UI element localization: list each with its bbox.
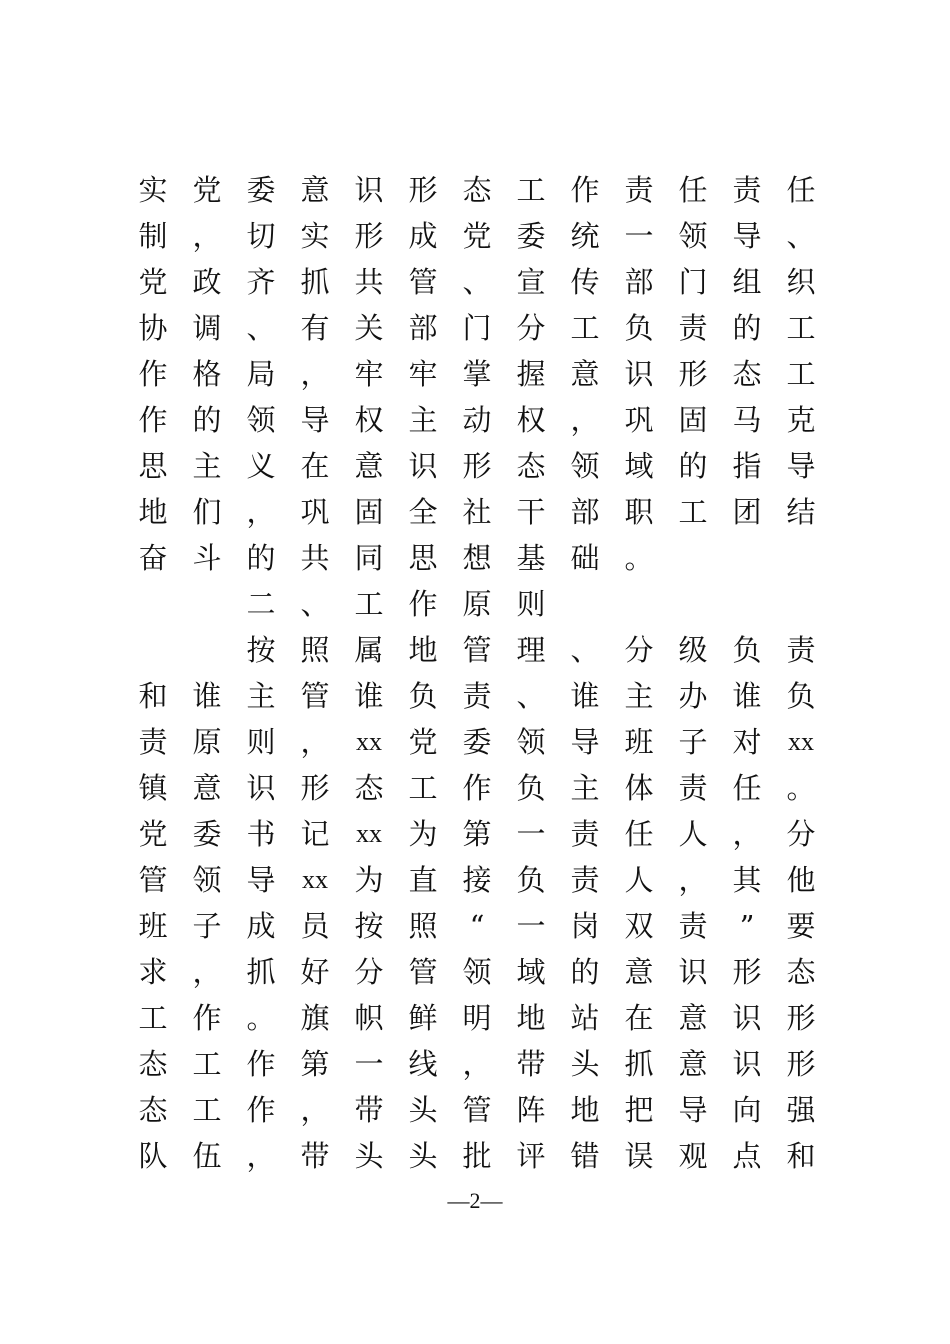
text-char: 抓 [246,955,276,989]
text-char: 第 [462,817,492,851]
text-char: 想 [462,541,492,575]
text-line [0,167,950,213]
text-char: 责 [570,817,600,851]
text-line [0,765,950,811]
text-char: 、 [786,219,816,253]
text-char: 谁 [570,679,600,713]
text-char: 作 [246,1093,276,1127]
text-line [0,351,950,397]
text-line [0,305,950,351]
text-char: 错 [570,1139,600,1173]
text-char: 谁 [732,679,762,713]
text-char: 奋 [138,541,168,575]
text-char: 职 [624,495,654,529]
text-char: 局 [246,357,276,391]
text-char: 态 [786,955,816,989]
text-char: 形 [732,955,762,989]
body-text [0,167,950,1179]
text-char: 实 [138,173,168,207]
text-char: 基 [516,541,546,575]
text-char: 的 [678,449,708,483]
text-char: 照 [408,909,438,943]
text-char: 谁 [354,679,384,713]
text-char: 态 [462,173,492,207]
text-char: ， [300,357,330,391]
text-char: 切 [246,219,276,253]
text-char: 作 [570,173,600,207]
text-char: 误 [624,1139,654,1173]
text-char: 责 [462,679,492,713]
text-char: 掌 [462,357,492,391]
text-char: 组 [732,265,762,299]
text-char: 头 [408,1093,438,1127]
text-char: 按 [354,909,384,943]
text-char: 格 [192,357,222,391]
text-char: 、 [300,587,330,621]
text-char: 导 [300,403,330,437]
text-char: 主 [570,771,600,805]
text-char: 作 [246,1047,276,1081]
text-char: 结 [786,495,816,529]
text-char: xx [356,727,382,756]
text-char: 工 [516,173,546,207]
text-line [0,949,950,995]
text-char: 责 [570,863,600,897]
text-char: 负 [408,679,438,713]
text-char: ， [732,817,762,851]
text-char: 全 [408,495,438,529]
text-char: 、 [516,679,546,713]
text-char: 班 [624,725,654,759]
text-char: ， [192,955,222,989]
text-char: 谁 [192,679,222,713]
text-char: 动 [462,403,492,437]
text-char: 在 [624,1001,654,1035]
text-char: 识 [678,955,708,989]
text-char: 级 [678,633,708,667]
text-char: 域 [516,955,546,989]
text-char: 工 [408,771,438,805]
text-char: 责 [678,311,708,345]
text-char: 委 [192,817,222,851]
text-char: 意 [570,357,600,391]
text-char: ， [300,725,330,759]
text-char: 分 [516,311,546,345]
text-char: 和 [138,679,168,713]
text-char: 管 [408,955,438,989]
text-char: 巩 [624,403,654,437]
text-char: 的 [192,403,222,437]
text-char: 工 [678,495,708,529]
text-char: 鲜 [408,1001,438,1035]
text-char: 形 [786,1001,816,1035]
text-char: 管 [462,633,492,667]
text-char: 作 [192,1001,222,1035]
text-char: 党 [408,725,438,759]
text-char: 批 [462,1139,492,1173]
text-char: 识 [246,771,276,805]
text-line [0,995,950,1041]
text-char: 同 [354,541,384,575]
text-char: 责 [678,771,708,805]
text-line [0,397,950,443]
text-char: 强 [786,1093,816,1127]
text-char: 领 [192,863,222,897]
text-char: 负 [786,679,816,713]
text-char: 分 [786,817,816,851]
text-line [0,719,950,765]
text-line [0,259,950,305]
text-char: 责 [786,633,816,667]
text-char: 作 [408,587,438,621]
text-char: 权 [516,403,546,437]
text-char: 识 [732,1047,762,1081]
text-char: 镇 [138,771,168,805]
text-char: 工 [570,311,600,345]
text-char: 旗 [300,1001,330,1035]
text-char: 书 [246,817,276,851]
text-char: 宣 [516,265,546,299]
text-char: xx [356,819,382,848]
text-char: 任 [624,817,654,851]
text-char: 记 [300,817,330,851]
text-char: ， [300,1093,330,1127]
text-char: 成 [246,909,276,943]
text-char: 岗 [570,909,600,943]
text-char: 固 [354,495,384,529]
text-char: 导 [570,725,600,759]
text-char: 牢 [354,357,384,391]
text-char: 地 [138,495,168,529]
text-char: 求 [138,955,168,989]
text-char: 调 [192,311,222,345]
text-char: 政 [192,265,222,299]
text-char: 抓 [300,265,330,299]
text-char: 领 [462,955,492,989]
text-char: 传 [570,265,600,299]
text-char: 管 [462,1093,492,1127]
text-char: 识 [408,449,438,483]
text-char: 伍 [192,1139,222,1173]
text-char: 阵 [516,1093,546,1127]
text-line [0,627,950,673]
text-char: 地 [516,1001,546,1035]
text-char: 。 [624,541,654,575]
text-char: 帜 [354,1001,384,1035]
text-char: 的 [732,311,762,345]
text-char: 工 [786,311,816,345]
text-char: 思 [138,449,168,483]
text-line [0,811,950,857]
text-char: 主 [624,679,654,713]
text-char: 形 [408,173,438,207]
text-char: 领 [516,725,546,759]
text-char: 统 [570,219,600,253]
text-char: 门 [462,311,492,345]
text-char: 工 [354,587,384,621]
text-char: 向 [732,1093,762,1127]
text-char: 权 [354,403,384,437]
text-char: 带 [300,1139,330,1173]
text-char: 部 [624,265,654,299]
text-char: 指 [732,449,762,483]
text-char: 则 [516,587,546,621]
text-char: 管 [138,863,168,897]
text-char: 为 [354,863,384,897]
text-line [0,673,950,719]
text-char: 意 [300,173,330,207]
text-char: 态 [354,771,384,805]
text-char: 一 [516,909,546,943]
text-char: 照 [300,633,330,667]
text-char: 巩 [300,495,330,529]
text-line [0,581,950,627]
text-char: 分 [354,955,384,989]
text-char: 评 [516,1139,546,1173]
text-char: 一 [516,817,546,851]
text-char: 一 [354,1047,384,1081]
text-char: 要 [786,909,816,943]
text-char: 门 [678,265,708,299]
text-char: 责 [138,725,168,759]
text-char: 织 [786,265,816,299]
text-char: 对 [732,725,762,759]
text-char: 抓 [624,1047,654,1081]
text-char: 。 [786,771,816,805]
text-char: 他 [786,863,816,897]
text-char: 识 [624,357,654,391]
text-char: 意 [192,771,222,805]
text-char: 责 [678,909,708,943]
text-char: 有 [300,311,330,345]
text-line [0,489,950,535]
text-char: 直 [408,863,438,897]
text-char: 接 [462,863,492,897]
text-char: 地 [570,1093,600,1127]
text-char: 共 [300,541,330,575]
text-char: 班 [138,909,168,943]
text-char: 实 [300,219,330,253]
text-char: 们 [192,495,222,529]
text-char: 态 [732,357,762,391]
text-char: 工 [138,1001,168,1035]
text-char: 双 [624,909,654,943]
text-char: 带 [516,1047,546,1081]
text-line [0,443,950,489]
text-char: 干 [516,495,546,529]
text-char: 责 [732,173,762,207]
text-char: 识 [732,1001,762,1035]
text-char: 导 [732,219,762,253]
text-char: 、 [246,311,276,345]
text-char: 作 [138,403,168,437]
text-char: 制 [138,219,168,253]
text-char: 党 [138,265,168,299]
text-char: 党 [462,219,492,253]
text-char: 态 [138,1047,168,1081]
text-char: 任 [786,173,816,207]
text-char: 二 [246,587,276,621]
text-char: 管 [300,679,330,713]
text-char: 第 [300,1047,330,1081]
text-char: 按 [246,633,276,667]
text-char: “ [469,909,485,943]
text-char: 委 [246,173,276,207]
text-char: 党 [192,173,222,207]
text-char: 义 [246,449,276,483]
text-char: 委 [516,219,546,253]
text-char: 牢 [408,357,438,391]
text-char: 态 [138,1093,168,1127]
text-line [0,535,950,581]
text-char: 意 [624,955,654,989]
text-char: 形 [462,449,492,483]
text-char: 一 [624,219,654,253]
text-char: 负 [732,633,762,667]
text-char: 形 [300,771,330,805]
text-char: 责 [624,173,654,207]
text-char: 员 [300,909,330,943]
text-char: ， [246,495,276,529]
text-char: 领 [246,403,276,437]
text-char: 站 [570,1001,600,1035]
text-char: 主 [246,679,276,713]
text-char: 团 [732,495,762,529]
text-char: 负 [516,771,546,805]
text-char: 、 [462,265,492,299]
text-char: 形 [354,219,384,253]
text-char: 分 [624,633,654,667]
text-char: 的 [570,955,600,989]
text-char: 、 [570,633,600,667]
text-char: 子 [192,909,222,943]
text-char: 理 [516,633,546,667]
text-char: 部 [570,495,600,529]
text-char: 思 [408,541,438,575]
text-char: 主 [408,403,438,437]
text-char: 队 [138,1139,168,1173]
text-char: 把 [624,1093,654,1127]
text-char: 在 [300,449,330,483]
text-char: 头 [408,1139,438,1173]
text-char: 社 [462,495,492,529]
text-char: 主 [192,449,222,483]
text-char: 为 [408,817,438,851]
text-char: 子 [678,725,708,759]
text-char: 点 [732,1139,762,1173]
text-char: 领 [570,449,600,483]
text-char: 线 [408,1047,438,1081]
text-char: 克 [786,403,816,437]
text-char: ” [739,909,755,943]
text-line [0,857,950,903]
text-char: 部 [408,311,438,345]
text-char: 形 [678,357,708,391]
text-line [0,1041,950,1087]
text-char: 头 [354,1139,384,1173]
text-char: 委 [462,725,492,759]
text-char: 办 [678,679,708,713]
text-char: ， [192,219,222,253]
text-char: 导 [678,1093,708,1127]
text-char: 成 [408,219,438,253]
text-char: 工 [192,1047,222,1081]
text-char: ， [678,863,708,897]
text-char: 管 [408,265,438,299]
text-char: ， [462,1047,492,1081]
text-char: 其 [732,863,762,897]
text-char: 关 [354,311,384,345]
text-char: 形 [786,1047,816,1081]
text-char: 原 [462,587,492,621]
text-char: 头 [570,1047,600,1081]
text-char: 和 [786,1139,816,1173]
text-char: 作 [138,357,168,391]
text-char: 任 [732,771,762,805]
text-char: 属 [354,633,384,667]
text-char: 则 [246,725,276,759]
text-char: 础 [570,541,600,575]
text-char: 马 [732,403,762,437]
text-char: 任 [678,173,708,207]
text-char: 的 [246,541,276,575]
text-char: 带 [354,1093,384,1127]
text-char: 作 [462,771,492,805]
text-char: 握 [516,357,546,391]
text-char: 意 [678,1047,708,1081]
text-char: 齐 [246,265,276,299]
text-char: 观 [678,1139,708,1173]
text-char: xx [788,727,814,756]
text-char: 领 [678,219,708,253]
text-line [0,213,950,259]
text-char: 域 [624,449,654,483]
text-char: 。 [246,1001,276,1035]
text-char: xx [302,865,328,894]
text-char: 人 [624,863,654,897]
text-char: 协 [138,311,168,345]
text-line [0,1087,950,1133]
text-char: ， [246,1139,276,1173]
text-char: 斗 [192,541,222,575]
text-char: 体 [624,771,654,805]
text-char: 导 [786,449,816,483]
text-char: 工 [786,357,816,391]
text-char: 固 [678,403,708,437]
text-char: 负 [624,311,654,345]
text-char: 人 [678,817,708,851]
page-number: —2— [447,1188,503,1213]
text-char: 意 [354,449,384,483]
text-char: 地 [408,633,438,667]
text-char: 共 [354,265,384,299]
text-char: 明 [462,1001,492,1035]
text-char: 好 [300,955,330,989]
text-char: 意 [678,1001,708,1035]
text-char: 态 [516,449,546,483]
text-char: 导 [246,863,276,897]
text-char: 工 [192,1093,222,1127]
text-char: 识 [354,173,384,207]
text-line [0,1133,950,1179]
text-char: 原 [192,725,222,759]
text-line [0,903,950,949]
text-char: 负 [516,863,546,897]
text-char: ， [570,403,600,437]
text-char: 党 [138,817,168,851]
